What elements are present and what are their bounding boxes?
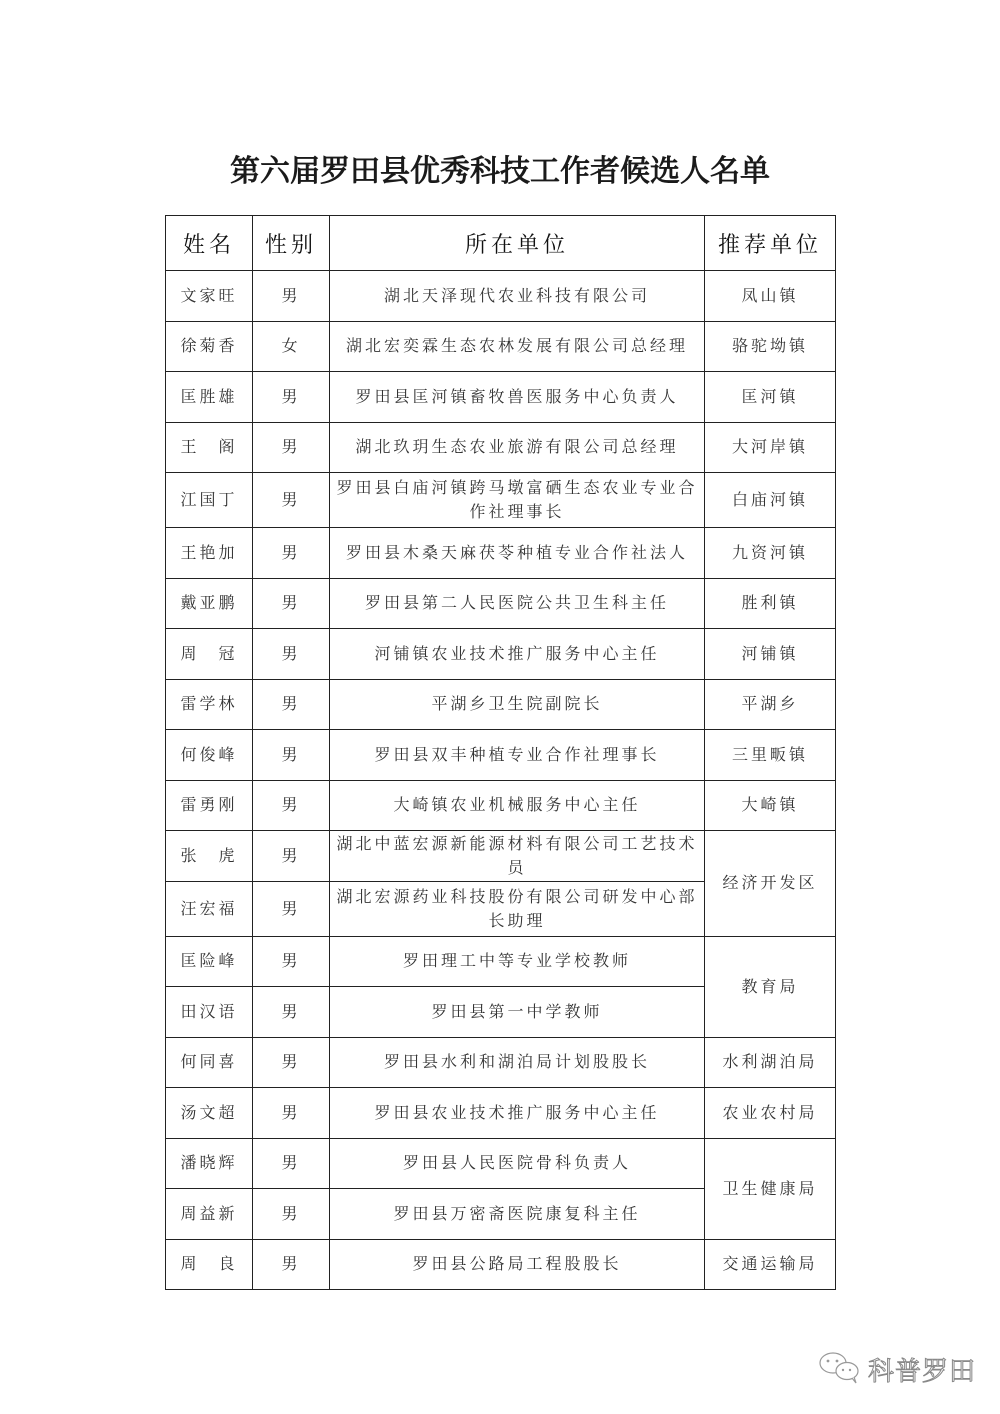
cell-gender: 男	[253, 422, 330, 473]
table-row	[166, 578, 836, 629]
cell-unit: 罗田县水利和湖泊局计划股股长	[330, 1037, 705, 1088]
cell-gender: 男	[253, 271, 330, 322]
cell-unit: 湖北天泽现代农业科技有限公司	[330, 271, 705, 322]
cell-unit: 平湖乡卫生院副院长	[330, 679, 705, 730]
cell-name: 周 良	[166, 1239, 253, 1290]
cell-gender: 男	[253, 1239, 330, 1290]
cell-unit: 罗田县第二人民医院公共卫生科主任	[330, 578, 705, 629]
cell-gender: 男	[253, 881, 330, 936]
cell-gender: 男	[253, 831, 330, 882]
cell-gender: 男	[253, 1037, 330, 1088]
table-row	[166, 780, 836, 831]
table-row	[166, 271, 836, 322]
cell-unit: 湖北宏源药业科技股份有限公司研发中心部长助理	[330, 881, 705, 936]
wechat-icon	[818, 1350, 862, 1388]
cell-unit: 罗田县木桑天麻茯苓种植专业合作社法人	[330, 528, 705, 579]
cell-gender: 男	[253, 1088, 330, 1139]
cell-unit: 湖北宏奕霖生态农林发展有限公司总经理	[330, 321, 705, 372]
table-row	[166, 1138, 836, 1189]
cell-name: 周 冠	[166, 629, 253, 680]
cell-name: 匡险峰	[166, 936, 253, 987]
table-row	[166, 372, 836, 423]
cell-unit: 罗田县万密斋医院康复科主任	[330, 1189, 705, 1240]
table-row	[166, 422, 836, 473]
cell-name: 江国丁	[166, 473, 253, 528]
cell-recommender: 胜利镇	[705, 578, 836, 629]
cell-name: 戴亚鹏	[166, 578, 253, 629]
table-row	[166, 831, 836, 882]
cell-recommender: 水利湖泊局	[705, 1037, 836, 1088]
table-row	[166, 936, 836, 987]
table-row	[166, 1037, 836, 1088]
cell-name: 雷勇刚	[166, 780, 253, 831]
header-recommender: 推荐单位	[705, 216, 836, 271]
cell-gender: 男	[253, 679, 330, 730]
watermark-text: 科普罗田	[868, 1356, 977, 1387]
table-row	[166, 473, 836, 528]
cell-recommender: 农业农村局	[705, 1088, 836, 1139]
cell-gender: 男	[253, 1189, 330, 1240]
cell-unit: 罗田理工中等专业学校教师	[330, 936, 705, 987]
cell-gender: 男	[253, 1138, 330, 1189]
cell-unit: 罗田县公路局工程股股长	[330, 1239, 705, 1290]
cell-name: 王 阁	[166, 422, 253, 473]
cell-recommender: 经济开发区	[705, 831, 836, 937]
cell-recommender: 三里畈镇	[705, 730, 836, 781]
table-row	[166, 528, 836, 579]
document-title: 第六届罗田县优秀科技工作者候选人名单	[230, 154, 770, 189]
table-header-row	[166, 216, 836, 271]
cell-gender: 男	[253, 473, 330, 528]
table-row	[166, 1239, 836, 1290]
cell-gender: 男	[253, 730, 330, 781]
cell-recommender: 匡河镇	[705, 372, 836, 423]
cell-name: 何同喜	[166, 1037, 253, 1088]
cell-name: 王艳加	[166, 528, 253, 579]
cell-recommender: 教育局	[705, 936, 836, 1037]
cell-recommender: 大崎镇	[705, 780, 836, 831]
cell-gender: 男	[253, 372, 330, 423]
cell-gender: 男	[253, 528, 330, 579]
cell-unit: 罗田县白庙河镇跨马墩富硒生态农业专业合作社理事长	[330, 473, 705, 528]
header-gender: 性别	[253, 216, 330, 271]
cell-unit: 罗田县匡河镇畜牧兽医服务中心负责人	[330, 372, 705, 423]
cell-unit: 河铺镇农业技术推广服务中心主任	[330, 629, 705, 680]
cell-recommender: 大河岸镇	[705, 422, 836, 473]
cell-name: 田汉语	[166, 987, 253, 1038]
cell-unit: 罗田县农业技术推广服务中心主任	[330, 1088, 705, 1139]
cell-recommender: 白庙河镇	[705, 473, 836, 528]
cell-unit: 罗田县人民医院骨科负责人	[330, 1138, 705, 1189]
cell-name: 雷学林	[166, 679, 253, 730]
cell-unit: 罗田县双丰种植专业合作社理事长	[330, 730, 705, 781]
cell-gender: 男	[253, 987, 330, 1038]
cell-unit: 大崎镇农业机械服务中心主任	[330, 780, 705, 831]
cell-name: 周益新	[166, 1189, 253, 1240]
cell-name: 潘晓辉	[166, 1138, 253, 1189]
cell-name: 何俊峰	[166, 730, 253, 781]
cell-gender: 男	[253, 578, 330, 629]
cell-name: 徐菊香	[166, 321, 253, 372]
cell-name: 匡胜雄	[166, 372, 253, 423]
cell-recommender: 平湖乡	[705, 679, 836, 730]
cell-recommender: 交通运输局	[705, 1239, 836, 1290]
candidate-table	[165, 215, 836, 1290]
cell-gender: 男	[253, 780, 330, 831]
cell-unit: 湖北中蓝宏源新能源材料有限公司工艺技术员	[330, 831, 705, 882]
table-row	[166, 679, 836, 730]
cell-gender: 男	[253, 936, 330, 987]
cell-recommender: 骆驼坳镇	[705, 321, 836, 372]
table-row	[166, 629, 836, 680]
cell-unit: 罗田县第一中学教师	[330, 987, 705, 1038]
cell-recommender: 卫生健康局	[705, 1138, 836, 1239]
table-row	[166, 321, 836, 372]
cell-name: 汤文超	[166, 1088, 253, 1139]
table-row	[166, 1088, 836, 1139]
cell-gender: 男	[253, 629, 330, 680]
cell-recommender: 河铺镇	[705, 629, 836, 680]
header-name: 姓名	[166, 216, 253, 271]
cell-name: 文家旺	[166, 271, 253, 322]
table-row	[166, 730, 836, 781]
watermark	[818, 1350, 976, 1388]
cell-recommender: 凤山镇	[705, 271, 836, 322]
cell-name: 张 虎	[166, 831, 253, 882]
cell-name: 汪宏福	[166, 881, 253, 936]
cell-unit: 湖北玖玥生态农业旅游有限公司总经理	[330, 422, 705, 473]
cell-recommender: 九资河镇	[705, 528, 836, 579]
cell-gender: 女	[253, 321, 330, 372]
header-unit: 所在单位	[330, 216, 705, 271]
